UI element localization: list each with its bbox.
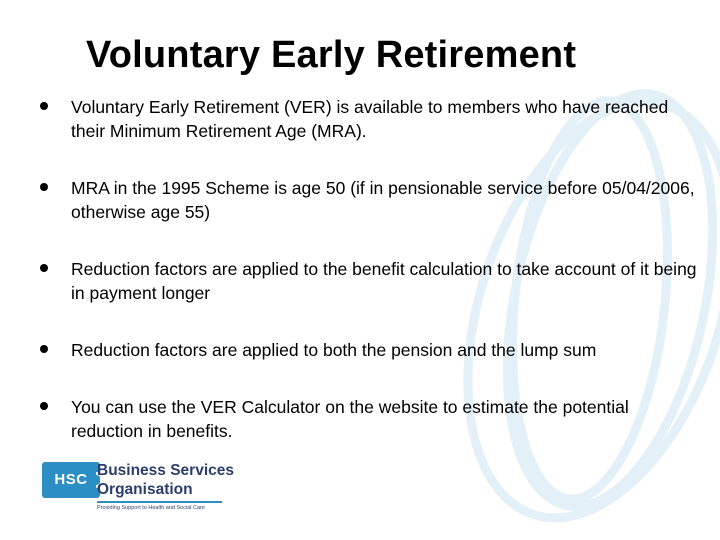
bullet-item xyxy=(40,176,700,224)
logo-tagline: Providing Support to Health and Social Care xyxy=(97,505,205,511)
bullet-dot-icon xyxy=(40,345,48,353)
bullet-dot-icon xyxy=(40,264,48,272)
bullet-text: Reduction factors are applied to both the pension and the lump sum xyxy=(71,340,597,360)
logo-line-organisation: Organisation xyxy=(97,481,193,498)
bullet-dot-icon xyxy=(40,402,48,410)
slide-title: Voluntary Early Retirement xyxy=(86,34,577,76)
bso-logo xyxy=(42,460,235,520)
bullet-text: Voluntary Early Retirement (VER) is available to members who have reached their Minimum Retirement Age (MRA). xyxy=(71,97,669,141)
bullet-dot-icon xyxy=(40,102,48,110)
bullet-text: MRA in the 1995 Scheme is age 50 (if in pensionable service before 05/04/2006, otherwise age 55) xyxy=(71,178,695,222)
bullet-item xyxy=(40,95,700,143)
bullet-item xyxy=(40,338,700,362)
bullet-dot-icon xyxy=(40,183,48,191)
bullet-item xyxy=(40,257,700,305)
bullet-item xyxy=(40,395,700,443)
bullet-text: Reduction factors are applied to the benefit calculation to take account of it being in payment longer xyxy=(71,259,697,303)
logo-divider xyxy=(97,501,222,503)
bullet-text: You can use the VER Calculator on the website to estimate the potential reduction in benefits. xyxy=(71,397,629,441)
hsc-badge: HSC xyxy=(42,462,100,498)
logo-line-business-services: Business Services xyxy=(97,462,235,479)
